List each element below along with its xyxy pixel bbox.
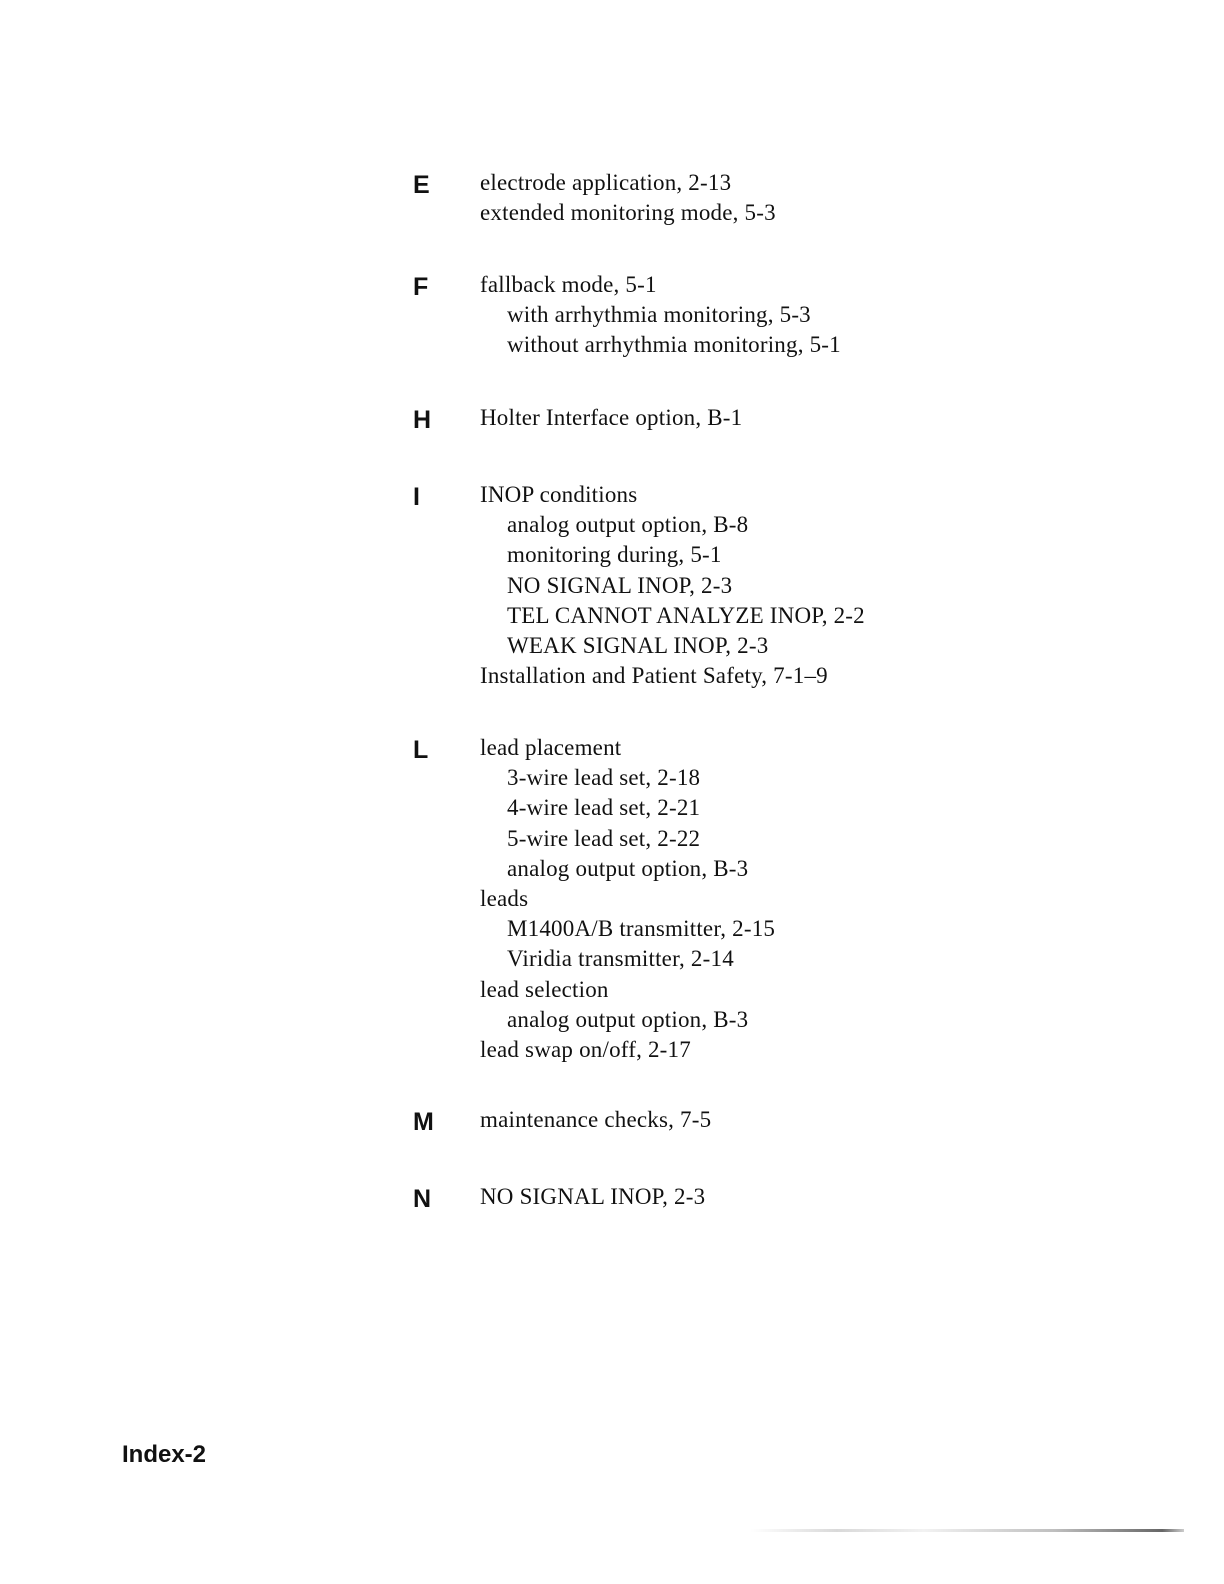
index-entries-n	[480, 1182, 705, 1212]
index-entry: Installation and Patient Safety, 7-1–9	[480, 663, 828, 689]
index-letter-n: N	[413, 1185, 432, 1213]
index-entry: maintenance checks, 7-5	[480, 1107, 712, 1132]
index-entry: lead swap on/off, 2-17	[480, 1037, 691, 1063]
index-letter-f: F	[413, 273, 429, 301]
index-entry: electrode application, 2-13	[480, 170, 732, 195]
index-entries-l	[480, 733, 775, 1065]
index-subentry: 4-wire lead set, 2-21	[507, 795, 701, 821]
index-entries-e	[480, 168, 776, 228]
index-entry: Holter Interface option, B-1	[480, 405, 743, 430]
index-entries-i	[480, 480, 865, 691]
index-subentry: NO SIGNAL INOP, 2-3	[507, 572, 733, 598]
index-entry: NO SIGNAL INOP, 2-3	[480, 1184, 706, 1209]
page-number: Index-2	[122, 1441, 207, 1468]
index-subentry: Viridia transmitter, 2-14	[507, 946, 734, 972]
index-subentry: 5-wire lead set, 2-22	[507, 825, 701, 851]
index-subentry: monitoring during, 5-1	[507, 542, 722, 568]
index-entry: fallback mode, 5-1	[480, 272, 657, 297]
index-letter-m: M	[413, 1108, 434, 1136]
scan-artifact-line	[750, 1529, 1184, 1532]
index-subentry: analog output option, B-3	[507, 1006, 749, 1032]
index-subentry: with arrhythmia monitoring, 5-3	[507, 302, 811, 328]
index-entry: leads	[480, 886, 529, 912]
index-letter-i: I	[413, 483, 420, 511]
index-letter-h: H	[413, 406, 432, 434]
index-letter-l: L	[413, 736, 429, 764]
index-entry: extended monitoring mode, 5-3	[480, 200, 776, 226]
index-entries-h	[480, 403, 742, 433]
index-letter-e: E	[413, 171, 430, 199]
index-entries-m	[480, 1105, 711, 1135]
index-entry: INOP conditions	[480, 482, 638, 507]
index-subentry: without arrhythmia monitoring, 5-1	[507, 332, 841, 358]
index-entries-f	[480, 270, 841, 361]
index-subentry: analog output option, B-3	[507, 855, 749, 881]
index-subentry: TEL CANNOT ANALYZE INOP, 2-2	[507, 602, 865, 628]
index-subentry: M1400A/B transmitter, 2-15	[507, 916, 776, 942]
index-subentry: analog output option, B-8	[507, 512, 749, 538]
index-subentry: 3-wire lead set, 2-18	[507, 765, 701, 791]
index-entry: lead placement	[480, 735, 622, 760]
index-subentry: WEAK SIGNAL INOP, 2-3	[507, 633, 769, 659]
index-entry: lead selection	[480, 976, 609, 1002]
